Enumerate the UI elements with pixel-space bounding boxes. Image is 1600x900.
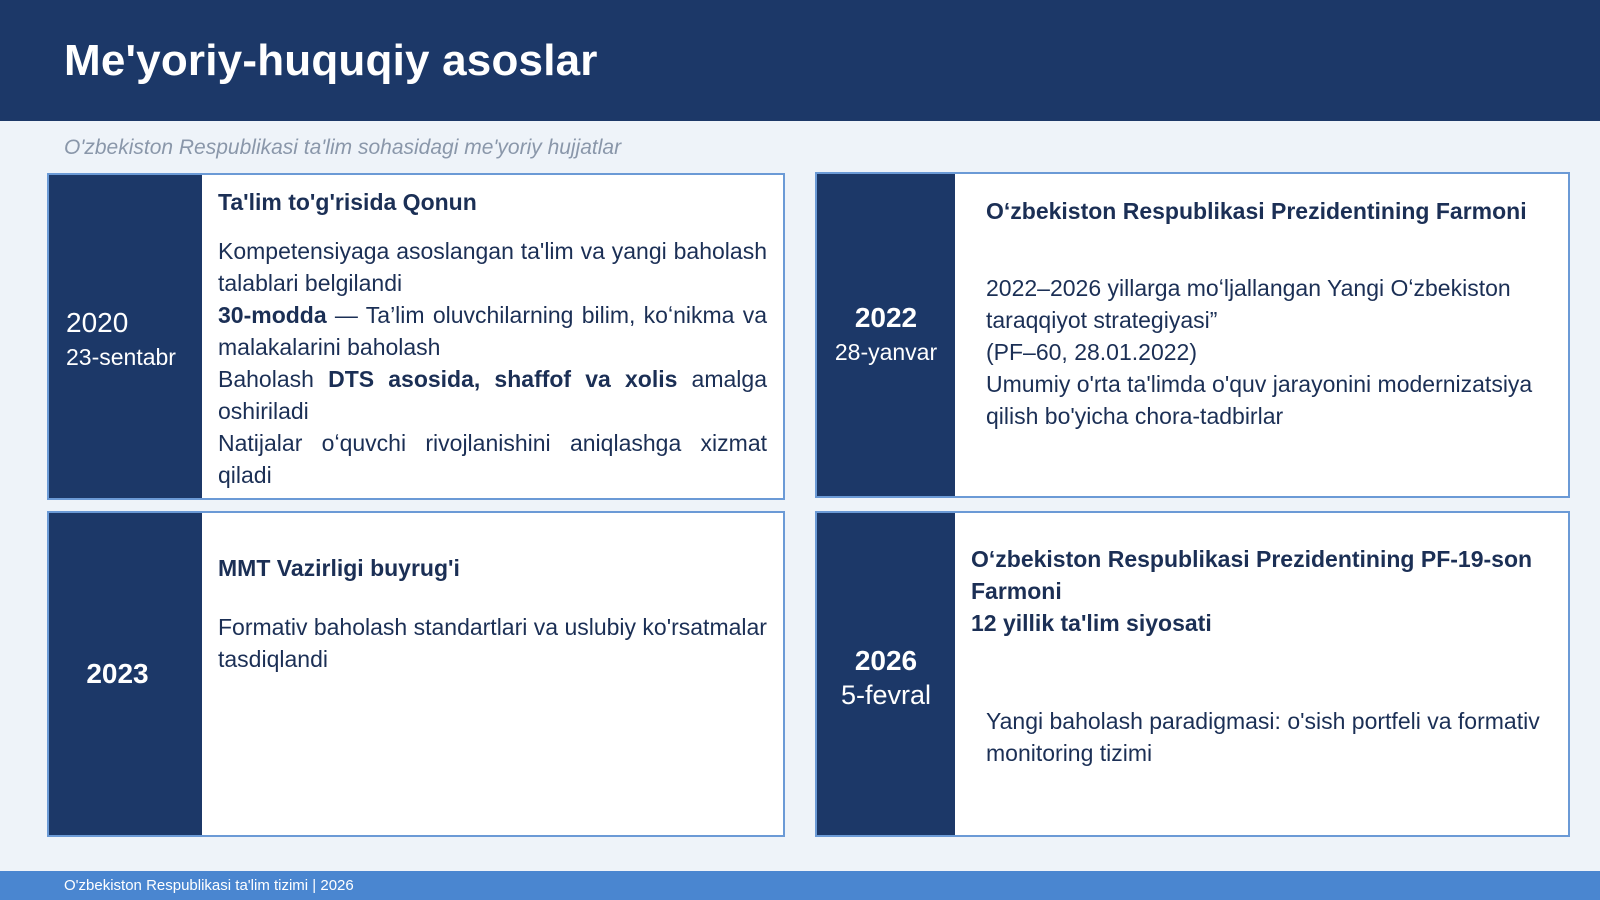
date-panel xyxy=(817,174,955,496)
card-line xyxy=(218,363,767,427)
date-panel xyxy=(49,175,202,498)
date-year: 2026 xyxy=(854,645,918,676)
card-body xyxy=(202,175,783,498)
card-subheading: 12 yillik ta'lim siyosati xyxy=(971,610,1212,636)
date-year: 2023 xyxy=(86,658,149,689)
date-panel xyxy=(817,513,955,835)
date-year: 2022 xyxy=(854,302,918,333)
card-heading: Oʻzbekiston Respublikasi Prezidentining PF-19-son Farmoni xyxy=(971,546,1533,604)
card-heading: MMT Vazirligi buyrug'i xyxy=(218,555,460,581)
header-bar xyxy=(0,0,1600,121)
date-panel xyxy=(49,513,202,835)
footer-text: O'zbekiston Respublikasi ta'lim tizimi | 2026 xyxy=(64,877,354,894)
card-line: (PF–60, 28.01.2022) xyxy=(986,339,1197,365)
document-card-decree-2022 xyxy=(815,172,1570,498)
date-year: 2020 xyxy=(66,306,129,338)
article-text: — Ta’lim oluvchilarning bilim, koʻnikma va malakalarini baholash xyxy=(218,302,767,360)
document-card-decree-2026 xyxy=(815,511,1570,837)
card-body xyxy=(202,513,783,835)
date-day: 23-sentabr xyxy=(66,343,176,370)
article-number: 30-modda xyxy=(218,302,327,328)
card-line-prefix: Baholash xyxy=(218,366,329,392)
card-heading: Oʻzbekiston Respublikasi Prezidentining Farmoni xyxy=(986,198,1527,224)
card-heading: Ta'lim to'g'risida Qonun xyxy=(218,189,477,215)
card-line: Kompetensiyaga asoslangan ta'lim va yangi baholash talablari belgilandi xyxy=(218,238,767,296)
page-title: Me'yoriy-huquqiy asoslar xyxy=(64,36,598,85)
card-body xyxy=(955,513,1568,835)
card-line: Natijalar oʻquvchi rivojlanishini aniqlashga xizmat qiladi xyxy=(218,430,767,488)
footer-bar xyxy=(0,871,1600,900)
card-line-emphasis: DTS asosida, shaffof va xolis xyxy=(328,366,678,392)
card-line: Umumiy o'rta ta'limda o'quv jarayonini modernizatsiya qilish bo'yicha chora-tadbirlar xyxy=(986,371,1533,429)
card-body xyxy=(955,174,1568,496)
date-day: 5-fevral xyxy=(840,680,932,710)
card-line-suffix: amalga oshiriladi xyxy=(218,366,767,424)
document-card-law-2020 xyxy=(47,173,785,500)
date-day: 28-yanvar xyxy=(834,339,938,365)
card-line: 2022–2026 yillarga moʻljallangan Yangi Oʻzbekiston taraqqiyot strategiyasi” xyxy=(986,275,1511,333)
card-line: Yangi baholash paradigmasi: o'sish portfeli va formativ monitoring tizimi xyxy=(986,708,1540,766)
page-subtitle: O'zbekiston Respublikasi ta'lim sohasidagi me'yoriy hujjatlar xyxy=(64,136,622,159)
card-line: Formativ baholash standartlari va uslubiy ko'rsatmalar tasdiqlandi xyxy=(218,614,767,672)
card-line xyxy=(218,299,767,363)
document-card-ministry-order-2023 xyxy=(47,511,785,837)
